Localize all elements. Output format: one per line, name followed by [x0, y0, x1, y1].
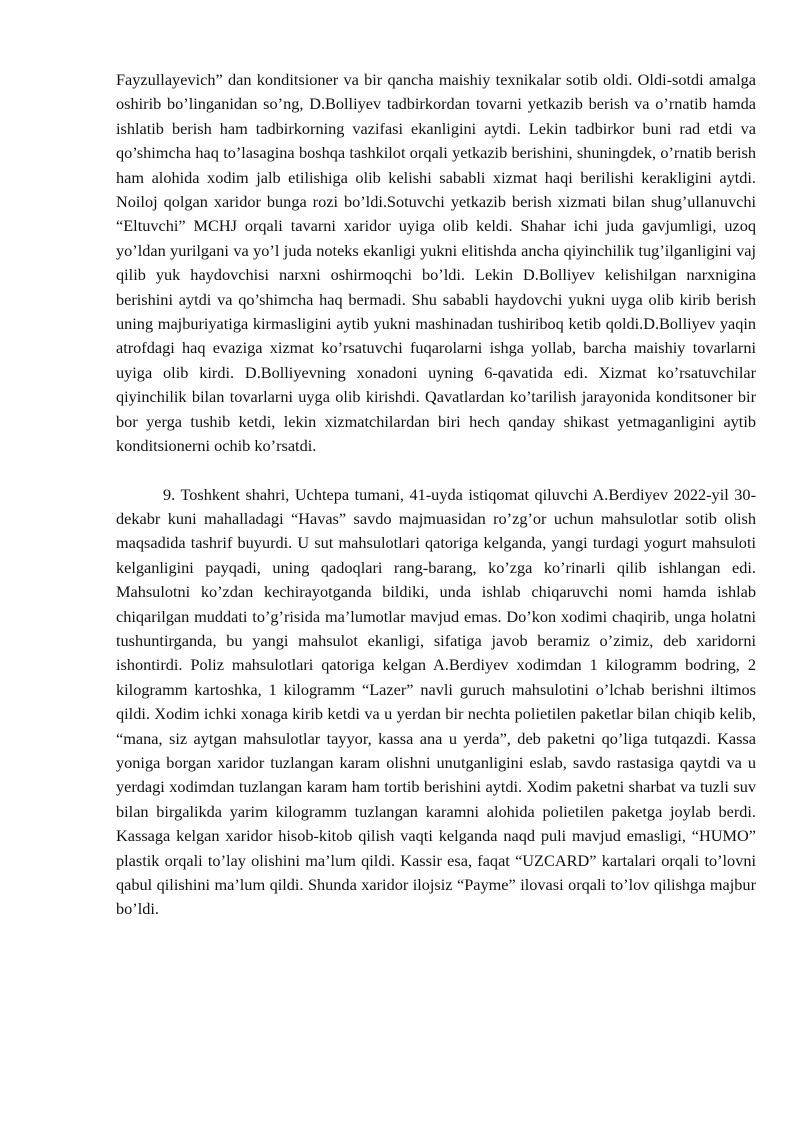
- paragraph-spacer: [116, 459, 756, 483]
- paragraph-task-9: 9. Toshkent shahri, Uchtepa tumani, 41-uyda istiqomat qiluvchi A.Berdiyev 2022-yil 30-dekabr kuni mahalladagi “Havas” savdo majmuasidan ro’zg’or uchun mahsulotlar sotib olish maqsadida tashrif buyurdi. U sut mahsulotlari qatoriga kelganda, yangi turdagi yogurt mahsuloti kelganligini payqadi, uning qadoqlari rang-barang, ko’zga ko’rinarli qilib ishlangan edi. Mahsulotni ko’zdan kechirayotganda bildiki, unda ishlab chiqaruvchi nomi hamda ishlab chiqarilgan muddati to’g’risida ma’lumotlar mavjud emas. Do’kon xodimi chaqirib, unga holatni tushuntirganda, bu yangi mahsulot ekanligi, sifatiga javob beramiz o’zimiz, deb xaridorni ishontirdi. Poliz mahsulotlari qatoriga kelgan A.Berdiyev xodimdan 1 kilogramm bodring, 2 kilogramm kartoshka, 1 kilogramm “Lazer” navli guruch mahsulotini o’lchab berishni iltimos qildi. Xodim ichki xonaga kirib ketdi va u yerdan bir nechta polietilen paketlar bilan chiqib kelib, “mana, siz aytgan mahsulotlar tayyor, kassa ana u yerda”, deb paketni qo’liga tutqazdi. Kassa yoniga borgan xaridor tuzlangan karam olishni unutganligini eslab, savdo rastasiga qaytdi va u yerdagi xodimdan tuzlangan karam ham tortib berishini aytdi. Xodim paketni sharbat va tuzli suv bilan birgalikda yarim kilogramm tuzlangan karamni alohida polietilen paketga joylab berdi. Kassaga kelgan xaridor hisob-kitob qilish vaqti kelganda naqd puli mavjud emasligi, “HUMO” plastik orqali to’lay olishini ma’lum qildi. Kassir esa, faqat “UZCARD” kartalari orqali to’lovni qabul qilishini ma’lum qildi. Shunda xaridor ilojsiz “Payme” ilovasi orqali to’lov qilishga majbur bo’ldi.: [116, 484, 756, 919]
- paragraph-case-continuation: Fayzullayevich” dan konditsioner va bir qancha maishiy texnikalar sotib oldi. Oldi-sotdi amalga oshirib bo’linganidan so’ng, D.Bolliyev tadbirkordan tovarni yetkazib berish va o’rnatib hamda ishlatib berish ham tadbirkorning vazifasi ekanligini aytdi. Lekin tadbirkor buni rad etdi va qo’shimcha haq to’lasagina boshqa tashkilot orqali yetkazib berishini, shuningdek, o’rnatib berish ham alohida xodim jalb etilishiga olib kelishi sababli xizmat haqi berilishi kerakligini aytdi. Noiloj qolgan xaridor bunga rozi bo’ldi.Sotuvchi yetkazib berish xizmati bilan shug’ullanuvchi “Eltuvchi” MCHJ orqali tavarni xaridor uyiga olib keldi. Shahar ichi juda gavjumligi, uzoq yo’ldan yurilgani va yo’l juda noteks ekanligi yukni elitishda ancha qiyinchilik tug’ilganligini vaj qilib yuk haydovchisi narxni oshirmoqchi bo’ldi. Lekin D.Bolliyev kelishilgan narxnigina berishini aytdi va qo’shimcha haq bermadi. Shu sababli haydovchi yukni uyga olib kirib berish uning majburiyatiga kirmasligini aytib yukni mashinadan tushiriboq ketib qoldi.D.Bolliyev yaqin atrofdagi haq evaziga xizmat ko’rsatuvchi fuqarolarni ishga yollab, barcha maishiy tovarlarni uyiga olib kirdi. D.Bolliyevning xonadoni uyning 6-qavatida edi. Xizmat ko’rsatuvchilar qiyinchilik bilan tovarlarni uyga olib kirishdi. Qavatlardan ko’tarilish jarayonida konditsoner bir bor yerga tushib ketdi, lekin xizmatchilardan biri hech qanday shikast yetmaganligini aytib konditsionerni ochib ko’rsatdi.: [116, 70, 756, 456]
- document-page: [116, 68, 756, 922]
